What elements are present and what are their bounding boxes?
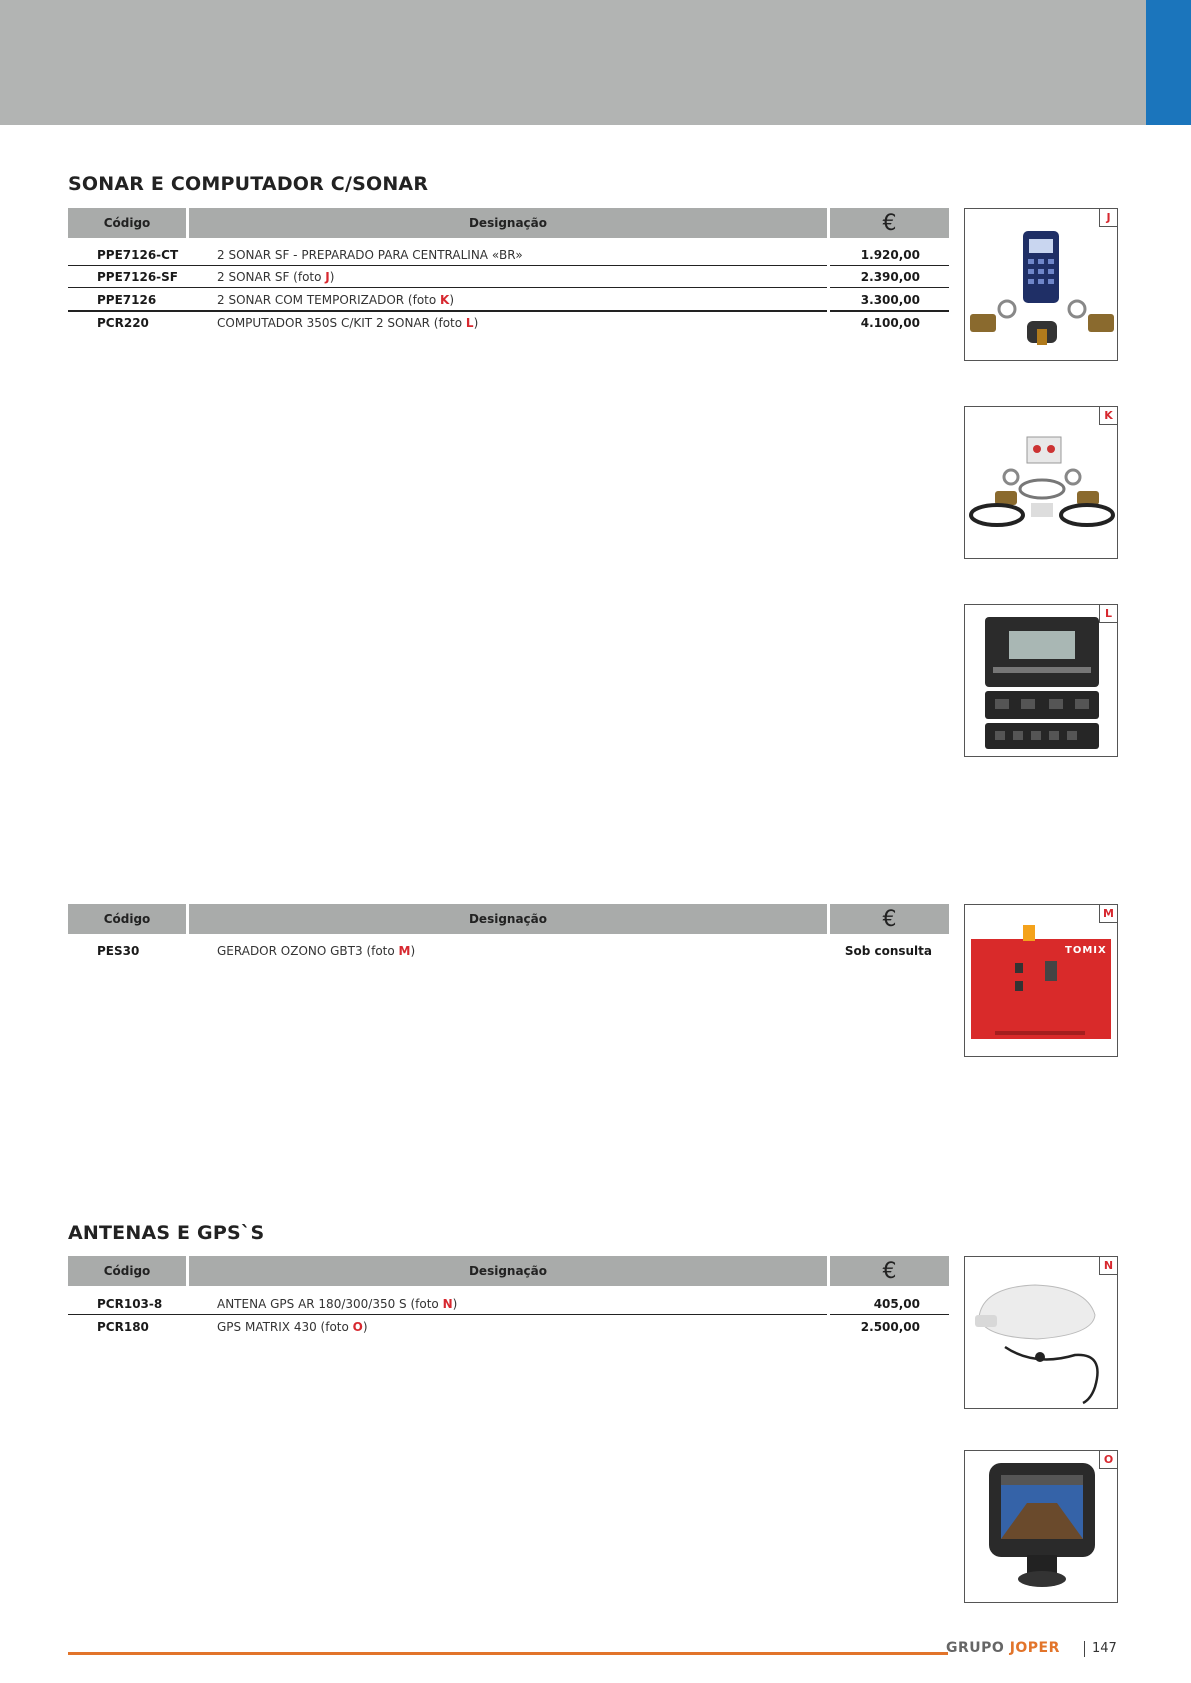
table-row — [68, 289, 949, 311]
col-header-code: Código — [68, 1256, 186, 1286]
col-header-code: Código — [68, 904, 186, 934]
table-row — [68, 1316, 949, 1338]
table-row — [68, 940, 949, 962]
sonar-timer-illustration — [965, 407, 1118, 559]
photo-label-n: N — [1099, 1257, 1117, 1275]
row-divider — [68, 1314, 827, 1315]
row-divider — [830, 287, 949, 288]
table-row — [68, 244, 949, 266]
row-price: Sob consulta — [844, 944, 932, 958]
row-code: PCR103-8 — [97, 1297, 163, 1311]
row-designation: 2 SONAR SF (foto J) — [217, 270, 335, 284]
row-code: PPE7126-SF — [97, 270, 179, 284]
photo-k — [964, 406, 1118, 559]
row-designation: ANTENA GPS AR 180/300/350 S (foto N) — [217, 1297, 458, 1311]
photo-j — [964, 208, 1118, 361]
photo-o — [964, 1450, 1118, 1603]
gps-antenna-illustration — [965, 1257, 1118, 1409]
row-divider — [68, 287, 827, 288]
row-price: 1.920,00 — [860, 248, 920, 262]
row-divider — [830, 1314, 949, 1315]
footer-divider — [68, 1652, 948, 1655]
table-row — [68, 1293, 949, 1315]
photo-label-l: L — [1099, 605, 1117, 623]
col-header-price: € — [830, 904, 949, 934]
col-header-code: Código — [68, 208, 186, 238]
photo-l — [964, 604, 1118, 757]
photo-m — [964, 904, 1118, 1057]
table-header-antenas — [68, 1256, 949, 1286]
row-price: 4.100,00 — [860, 316, 920, 330]
row-code: PPE7126-CT — [97, 248, 179, 262]
row-designation: GPS MATRIX 430 (foto O) — [217, 1320, 368, 1334]
top-banner-accent — [1146, 0, 1191, 125]
col-header-price: € — [830, 1256, 949, 1286]
ozone-generator-illustration — [965, 905, 1118, 1057]
table-header-ozono — [68, 904, 949, 934]
photo-label-j: J — [1099, 209, 1117, 227]
table-row — [68, 312, 949, 334]
row-designation: COMPUTADOR 350S C/KIT 2 SONAR (foto L) — [217, 316, 479, 330]
col-header-price: € — [830, 208, 949, 238]
page-number: 147 — [1092, 1641, 1117, 1656]
sonar-kit-illustration — [965, 209, 1118, 361]
tomix-logo: TOMIX — [1065, 945, 1107, 956]
col-header-designation: Designação — [189, 904, 827, 934]
row-designation: GERADOR OZONO GBT3 (foto M) — [217, 944, 416, 958]
photo-n — [964, 1256, 1118, 1409]
row-code: PES30 — [97, 944, 140, 958]
row-price: 405,00 — [873, 1297, 920, 1311]
col-header-designation: Designação — [189, 208, 827, 238]
photo-label-m: M — [1099, 905, 1117, 923]
top-banner — [0, 0, 1146, 125]
row-code: PCR180 — [97, 1320, 149, 1334]
photo-label-k: K — [1099, 407, 1117, 425]
section-title-sonar: SONAR E COMPUTADOR C/SONAR — [68, 173, 429, 195]
section-title-antenas: ANTENAS E GPS`S — [68, 1222, 265, 1244]
col-header-designation: Designação — [189, 1256, 827, 1286]
row-code: PPE7126 — [97, 293, 157, 307]
table-header-sonar — [68, 208, 949, 238]
row-designation: 2 SONAR COM TEMPORIZADOR (foto K) — [217, 293, 455, 307]
row-price: 2.500,00 — [860, 1320, 920, 1334]
computer-350s-illustration — [965, 605, 1118, 757]
photo-label-o: O — [1099, 1451, 1117, 1469]
table-row — [68, 266, 949, 288]
gps-matrix-illustration — [965, 1451, 1118, 1603]
footer-brand-logo: GRUPO JOPER — [946, 1640, 1060, 1656]
row-price: 2.390,00 — [860, 270, 920, 284]
row-designation: 2 SONAR SF - PREPARADO PARA CENTRALINA «BR» — [217, 248, 523, 262]
row-code: PCR220 — [97, 316, 149, 330]
footer-separator — [1084, 1641, 1085, 1657]
row-price: 3.300,00 — [860, 293, 920, 307]
